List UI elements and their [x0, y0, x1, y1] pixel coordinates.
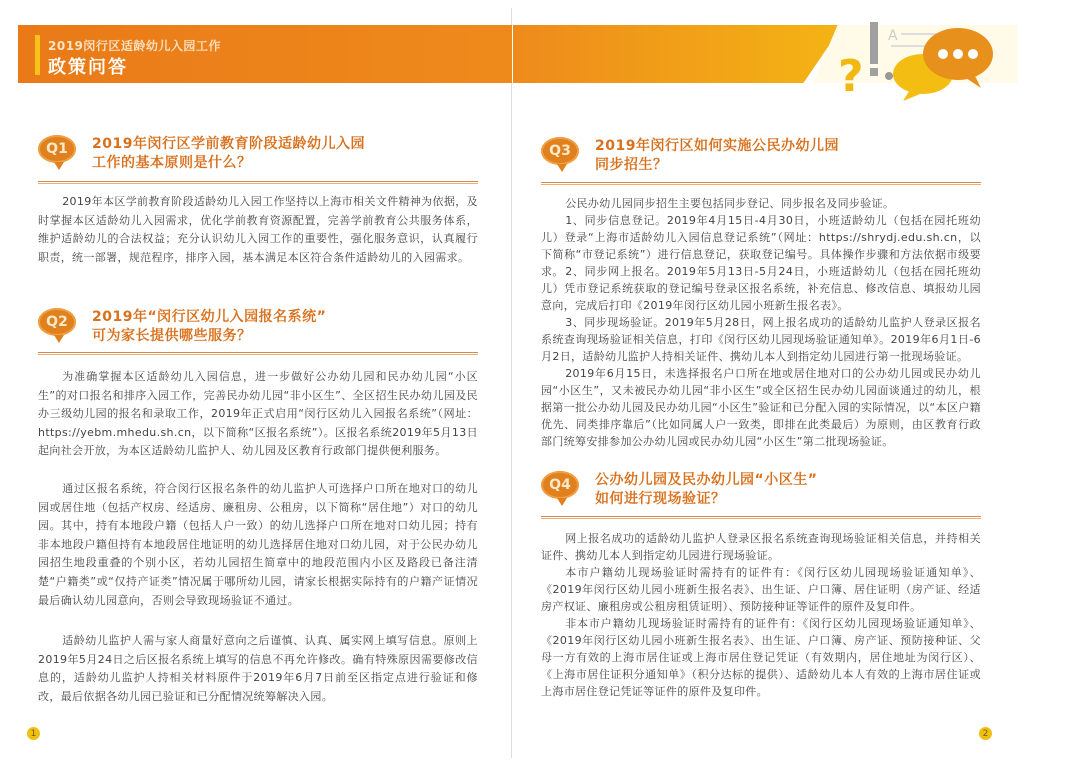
q3-paragraph-intro: 公民办幼儿园同步招生主要包括同步登记、同步报名及同步验证。	[565, 197, 895, 210]
section-title: 政策问答	[48, 57, 128, 78]
question-chat-icon	[833, 16, 1003, 106]
question-heading-q4	[541, 471, 817, 509]
header-band	[18, 25, 512, 83]
page-number: 2	[979, 727, 992, 740]
q4-title-line1: 公办幼儿园及民办幼儿园“小区生”	[595, 472, 818, 488]
q1-title-line2: 工作的基本原则是什么？	[92, 155, 252, 171]
divider	[38, 352, 478, 355]
q3-title	[595, 137, 839, 175]
q2-title	[92, 308, 326, 346]
question-heading-q3	[541, 137, 839, 175]
header-band	[513, 25, 843, 83]
q1-paragraph: 2019年本区学前教育阶段适龄幼儿入园工作坚持以上海市相关文件精神为依据，及时掌握本区适龄幼儿入园需求，优化学前教育资源配置，完善学前教育公共服务体系，维护适龄幼儿的合法权益；充分认识幼儿入园工作的重要性，强化服务意识，认真履行职责，统一部署，规范程序，排序入园，基本满足本区符合条件适龄幼儿的入园需求。	[38, 195, 478, 264]
q4-badge: Q4	[541, 471, 579, 499]
q3-paragraph-4: 2019年6月15日，未选择报名户口所在地或居住地对口的公办幼儿园或民办幼儿园“小区生”，又未被民办幼儿园“非小区生”或全区招生民办幼儿园面谈通过的幼儿，根据第一批公办幼儿园及民办幼儿园“小区生”验证和已分配入园的实际情况，以“本区户籍优先、同类排序靠后”（比如同属人户一致类，即排在此类最后）为原则，由区教育行政部门统筹安排参加公办幼儿园或民办幼儿园“小区生”第二批现场验证。	[541, 367, 981, 448]
q4-title-line2: 如何进行现场验证？	[595, 491, 726, 507]
header-accent-bar	[35, 35, 40, 75]
q2-paragraph-3: 适龄幼儿监护人需与家人商量好意向之后谨慎、认真、属实网上填写信息。原则上2019年5月24日之后区报名系统上填写的信息不再允许修改。确有特殊原因需要修改信息的，适龄幼儿监护人持相关材料原件于2019年6月7日前至区指定点进行验证和修改，最后依据各幼儿园已验证和已分配情况统筹解决入园。	[38, 634, 478, 703]
letter-a-icon: A	[888, 28, 898, 44]
q4-paragraph-1: 网上报名成功的适龄幼儿监护人登录区报名系统查询现场验证相关信息，并持相关证件、携幼儿本人到指定幼儿园进行现场验证。	[541, 532, 981, 562]
q2-badge: Q2	[38, 308, 76, 336]
svg-text:?: ?	[838, 51, 864, 102]
q2-title-line1: 2019年“闵行区幼儿入园报名系统”	[92, 309, 327, 325]
q3-paragraph-1: 1、同步信息登记。2019年4月15日-4月30日，小班适龄幼儿（包括在园托班幼儿）登录“上海市适龄幼儿入园信息登记系统”（网址：https://shrydj.edu.sh.cn，以下简称“市登记系统”）进行信息登记，获取登记编号。具体操作步骤和方法依据市级要求。	[541, 214, 981, 278]
q4-paragraph-3: 非本市户籍幼儿现场验证时需持有的证件有：《闵行区幼儿园现场验证通知单》、《2019年闵行区幼儿园小班新生报名表》、出生证、户口簿、房产证、预防接种证、父母一方有效的上海市居住证或上海市居住登记凭证（有效期内，居住地址为闵行区）、《上海市居住证积分通知单》（积分达标的提供）、适龄幼儿本人有效的上海市居住证或上海市居住登记凭证等证件的原件及复印件。	[541, 617, 981, 698]
q2-title-line2: 可为家长提供哪些服务？	[92, 328, 252, 344]
page-number: 1	[27, 727, 40, 740]
q2-paragraph-2: 通过区报名系统，符合闵行区报名条件的幼儿监护人可选择户口所在地对口的幼儿园或居住地（包括产权房、经适房、廉租房、公租房，以下简称“居住地”）对口的幼儿园。其中，持有本地段户籍（包括人户一致）的幼儿选择户口所在地对口幼儿园；持有非本地段户籍但持有本地段居住地证明的幼儿选择居住地对口幼儿园，对于公民办幼儿园招生地段重叠的个别小区，若幼儿园招生简章中的地段范围内小区及路段已备注清楚“户籍类”或“仅持产证类”情况属于哪所幼儿园，请家长根据实际持有的户籍产证情况最后确认幼儿园意向，否则会导致现场验证不通过。	[38, 482, 478, 607]
q3-paragraph-2: 2、同步网上报名。2019年5月13日-5月24日，小班适龄幼儿（包括在园托班幼儿）凭市登记系统获取的登记编号登录区报名系统，补充信息、修改信息、填报幼儿园意向，完成后打印《2019年闵行区幼儿园小班新生报名表》。	[541, 265, 981, 312]
q4-title	[595, 471, 817, 509]
q3-title-line1: 2019年闵行区如何实施公民办幼儿园	[595, 138, 839, 154]
q1-title	[92, 135, 365, 173]
right-page	[513, 8, 1023, 758]
q1-badge: Q1	[38, 135, 76, 163]
q3-title-line2: 同步招生？	[595, 157, 668, 173]
q1-title-line1: 2019年闵行区学前教育阶段适龄幼儿入园	[92, 136, 365, 152]
divider	[541, 516, 981, 519]
divider	[541, 182, 981, 185]
question-heading-q1	[38, 135, 365, 173]
q4-paragraph-2: 本市户籍幼儿现场验证时需持有的证件有：《闵行区幼儿园现场验证通知单》、《2019年闵行区幼儿园小班新生报名表》、出生证、户口簿、居住证明（房产证、经适房产权证、廉租房或公租房租赁证明）、预防接种证等证件的原件及复印件。	[541, 566, 981, 613]
left-page	[18, 8, 512, 758]
q2-paragraph-1: 为准确掌握本区适龄幼儿入园信息，进一步做好公办幼儿园和民办幼儿园“小区生”的对口报名和排序入园工作，完善民办幼儿园“非小区生”、全区招生民办幼儿园及民办三级幼儿园的报名和录取工作，2019年正式启用“闵行区幼儿入园报名系统”（网址：https://yebm.mhedu.sh.cn，以下简称“区报名系统”）。区报名系统2019年5月13日起向社会开放，为本区适龄幼儿监护人、幼儿园及区教育行政部门提供便利服务。	[38, 370, 478, 458]
question-heading-q2	[38, 308, 326, 346]
series-title: 2019闵行区适龄幼儿入园工作	[48, 39, 221, 53]
divider	[38, 181, 478, 184]
q3-paragraph-3: 3、同步现场验证。2019年5月28日，网上报名成功的适龄幼儿监护人登录区报名系统查询现场验证相关信息，打印《闵行区幼儿园现场验证通知单》。2019年6月1日-6月2日，适龄幼儿监护人持相关证件、携幼儿本人到指定幼儿园进行第一批现场验证。	[541, 316, 981, 363]
q3-badge: Q3	[541, 137, 579, 165]
